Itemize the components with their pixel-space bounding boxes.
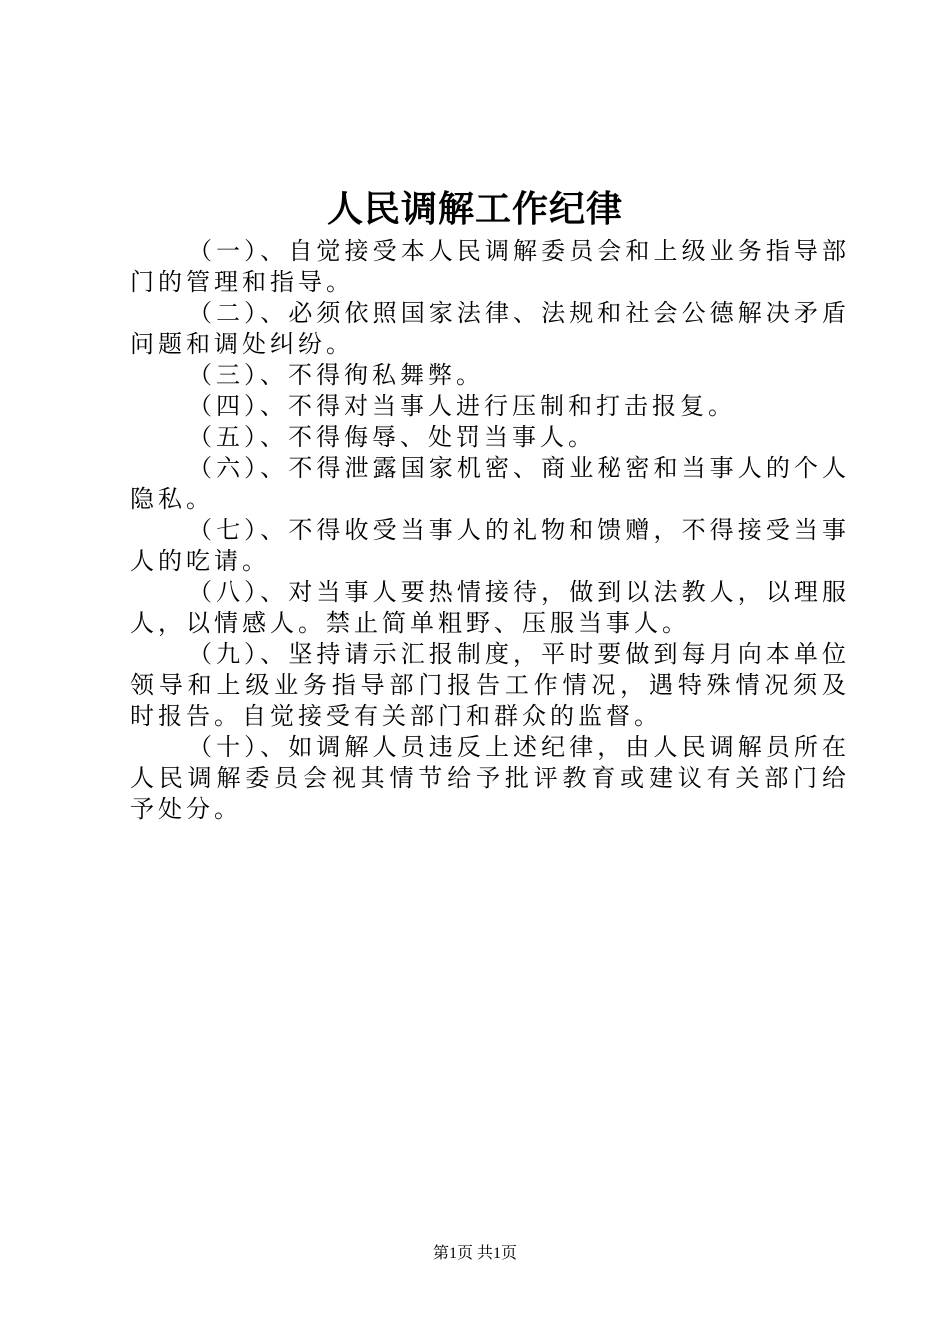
- clause-6: （六）、不得泄露国家机密、商业秘密和当事人的个人隐私。: [130, 454, 850, 513]
- clause-1: （一）、自觉接受本人民调解委员会和上级业务指导部门的管理和指导。: [130, 237, 850, 296]
- clause-4: （四）、不得对当事人进行压制和打击报复。: [188, 392, 736, 420]
- clause-9: （九）、坚持请示汇报制度，平时要做到每月向本单位领导和上级业务指导部门报告工作情况，遇特殊情况须及时报告。自觉接受有关部门和群众的监督。: [130, 640, 850, 730]
- clause-3: （三）、不得徇私舞弊。: [188, 361, 484, 389]
- page-footer: 第1页 共1页: [432, 1245, 517, 1262]
- clause-5: （五）、不得侮辱、处罚当事人。: [188, 423, 596, 451]
- clause-7: （七）、不得收受当事人的礼物和馈赠，不得接受当事人的吃请。: [130, 516, 850, 575]
- clause-8: （八）、对当事人要热情接待，做到以法教人，以理服人，以情感人。禁止简单粗野、压服当事人。: [130, 578, 850, 637]
- document-body: [130, 236, 850, 825]
- clause-2: （二）、必须依照国家法律、法规和社会公德解决矛盾问题和调处纠纷。: [130, 299, 850, 358]
- document-title: 人民调解工作纪律: [326, 188, 623, 230]
- clause-10: （十）、如调解人员违反上述纪律，由人民调解员所在人民调解委员会视其情节给予批评教育或建议有关部门给予处分。: [130, 733, 850, 823]
